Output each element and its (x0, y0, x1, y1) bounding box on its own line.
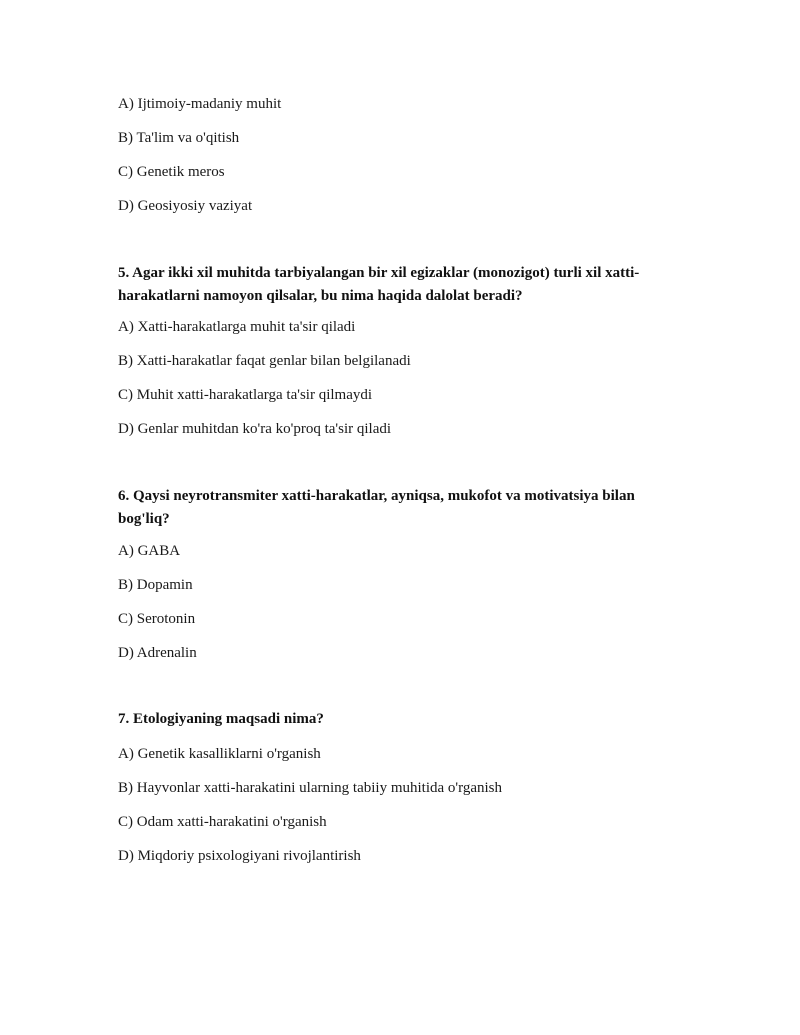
answer-option: D) Geosiyosiy vaziyat (118, 198, 253, 214)
answer-option: C) Serotonin (118, 611, 196, 627)
answer-option: A) GABA (118, 543, 181, 559)
answer-option: D) Adrenalin (118, 645, 197, 661)
answer-option: B) Dopamin (118, 577, 193, 593)
question-text: 6. Qaysi neyrotransmiter xatti-harakatlar, ayniqsa, mukofot va motivatsiya bilan bog'liq? (118, 488, 635, 527)
answer-option: D) Miqdoriy psixologiyani rivojlantirish (118, 848, 361, 864)
answer-option: A) Xatti-harakatlarga muhit ta'sir qiladi (118, 319, 356, 335)
answer-option: C) Odam xatti-harakatini o'rganish (118, 814, 327, 830)
answer-option: D) Genlar muhitdan ko'ra ko'proq ta'sir qiladi (118, 421, 392, 437)
answer-option: B) Ta'lim va o'qitish (118, 130, 240, 146)
question-text: 7. Etologiyaning maqsadi nima? (118, 711, 324, 727)
answer-option: B) Hayvonlar xatti-harakatini ularning tabiiy muhitida o'rganish (118, 780, 503, 796)
answer-option: B) Xatti-harakatlar faqat genlar bilan belgilanadi (118, 353, 411, 369)
answer-option: C) Muhit xatti-harakatlarga ta'sir qilmaydi (118, 387, 373, 403)
question-text: 5. Agar ikki xil muhitda tarbiyalangan bir xil egizaklar (monozigot) turli xil xatti-harakatlarni namoyon qilsalar, bu nima haqida dalolat beradi? (118, 265, 640, 304)
answer-option: A) Genetik kasalliklarni o'rganish (118, 746, 321, 762)
answer-option: A) Ijtimoiy-madaniy muhit (118, 96, 282, 112)
answer-option: C) Genetik meros (118, 164, 225, 180)
